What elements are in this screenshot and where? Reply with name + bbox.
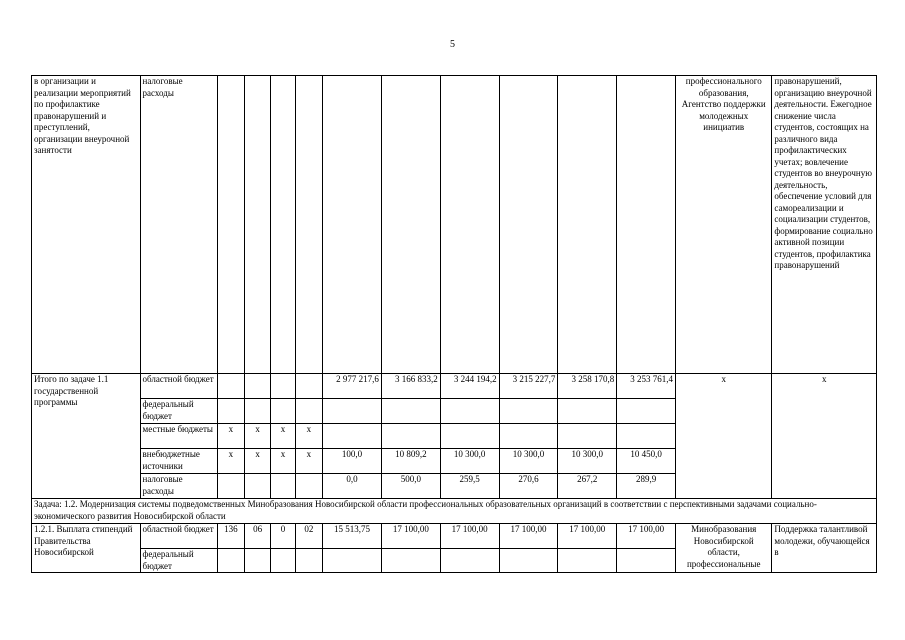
value-cell: 2 977 217,6 [323,374,382,399]
continuation-row [32,76,877,374]
event-name-cell: в организации и реализации мероприятий по профилактике правонарушений и преступлений, организации внеурочной занятости [32,76,141,374]
value-cell: 3 244 194,2 [440,374,499,399]
item-row: 1.2.1. Выплата стипендий Правительства Новосибирской областной бюджет 136 06 0 02 15 513,75 17 100,00 17 100,00 17 100,00 17 100,00 17 100,00 Минобразования Новосибирской области, профессиональные Поддержка талантливой молодежи, обучающейся в [32,524,877,549]
total-label: Итого по задаче 1.1 государственной программы [32,374,141,499]
item-executor: Минобразования Новосибирской области, профессиональные [676,524,772,573]
executor-cell: профессионального образования, Агентство поддержки молодежных инициатив [676,76,772,374]
total-row: внебюджетные источники x x x x 100,0 10 809,2 10 300,0 10 300,0 10 300,0 10 450,0 [32,449,877,474]
total-executor: x [676,374,772,499]
value-cell: 3 258 170,8 [558,374,617,399]
total-row: Итого по задаче 1.1 государственной программы областной бюджет 2 977 217,6 3 166 833,2 3 244 194,2 3 215 227,7 3 258 170,8 3 253 761,4 x x [32,374,877,399]
item-result: Поддержка талантливой молодежи, обучающейся в [772,524,877,573]
item-label: 1.2.1. Выплата стипендий Правительства Новосибирской [32,524,141,573]
task-row [32,499,877,524]
total-row: налоговые расходы 0,0 500,0 259,5 270,6 267,2 289,9 [32,474,877,499]
item-row: федеральный бюджет [32,549,877,573]
total-row: местные бюджеты x x x x [32,424,877,449]
source-cell: налоговые расходы [140,76,217,374]
value-cell: 3 166 833,2 [381,374,440,399]
task-text: Задача: 1.2. Модернизация системы подведомственных Минобразования Новосибирской области профессиональных образовательных организаций в соответствии с перспективными задачами социально-экономического развития Новосибирской области [32,499,877,524]
total-row: федеральный бюджет [32,399,877,424]
value-cell: 3 215 227,7 [499,374,558,399]
page-number: 5 [450,39,455,50]
total-result: x [772,374,877,499]
value-cell: 3 253 761,4 [617,374,676,399]
program-table [31,75,877,573]
result-cell: правонарушений, организацию внеурочной деятельности. Ежегодное снижение числа студентов, состоящих на различного вида профилактических учетах; вовлечение студентов во внеурочную деятельность, обеспечение условий для самореализации и социализации студентов, формирование социально активной позиции студентов, профилактика правонарушений [772,76,877,374]
